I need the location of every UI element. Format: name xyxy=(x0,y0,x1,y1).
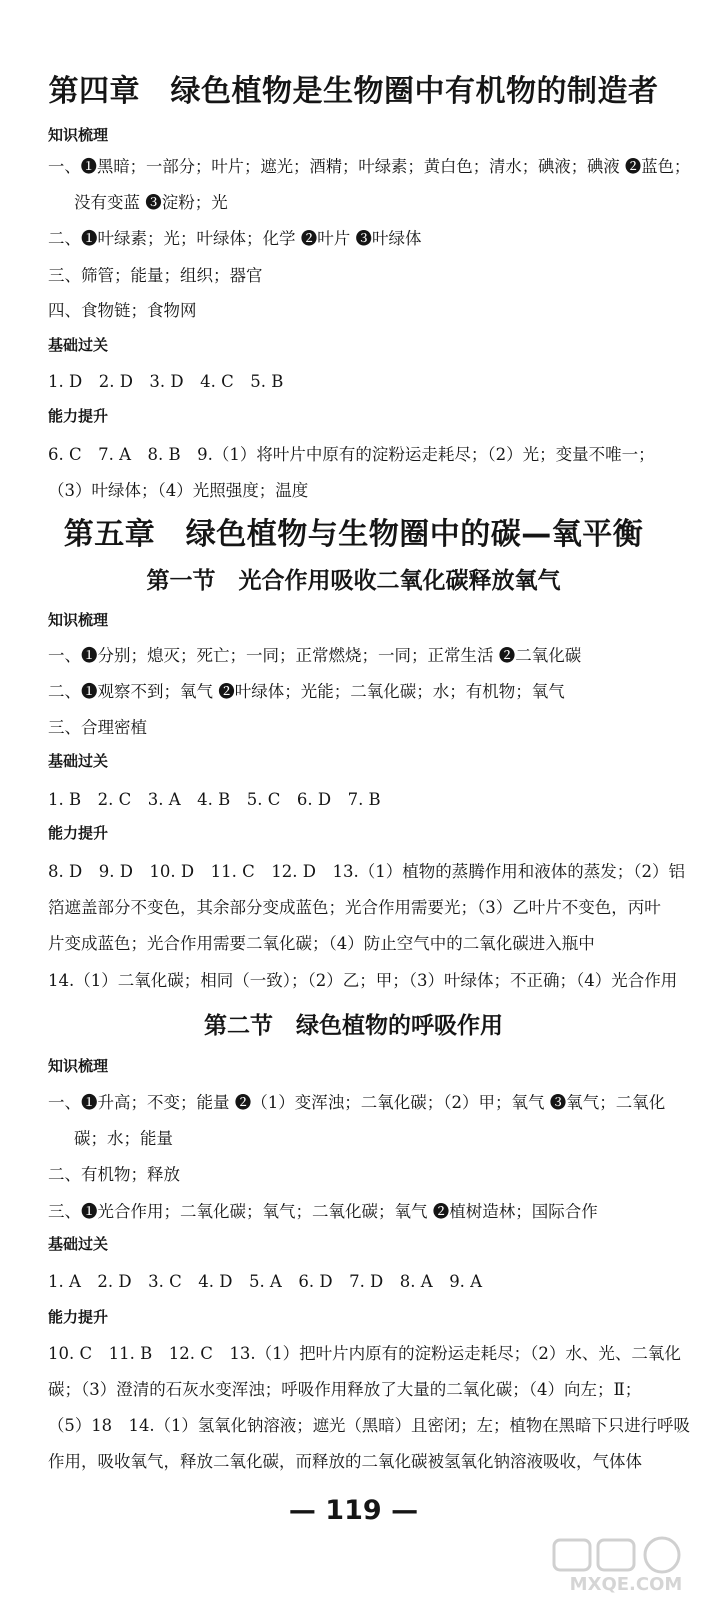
section-label-jichu: 基础过关 xyxy=(48,752,109,770)
answer-line: 三、合理密植 xyxy=(48,718,147,737)
page-number: — 119 — xyxy=(288,1495,419,1526)
answer-line: （5）18 14.（1）氢氧化钠溶液；遮光（黑暗）且密闭；左；植物在黑暗下只进行呼吸 xyxy=(48,1416,690,1435)
answer-line: 箔遮盖部分不变色，其余部分变成蓝色；光合作用需要光；（3）乙叶片不变色，丙叶 xyxy=(48,898,661,917)
section-label-zhishi: 知识梳理 xyxy=(48,1057,109,1075)
answer-line: 二、❶叶绿素；光；叶绿体；化学 ❷叶片 ❸叶绿体 xyxy=(48,229,422,248)
answer-line: 没有变蓝 ❸淀粉；光 xyxy=(74,193,228,212)
chapter-5-title: 第五章 绿色植物与生物圈中的碳—氧平衡 xyxy=(63,517,644,552)
answer-line: 碳；水；能量 xyxy=(74,1129,173,1148)
answer-line: 一、❶升高；不变；能量 ❷（1）变浑浊；二氧化碳；（2）甲；氧气 ❸氧气；二氧化 xyxy=(48,1093,666,1112)
answer-line: 8. D 9. D 10. D 11. C 12. D 13.（1）植物的蒸腾作用和液体的蒸发；（2）铝 xyxy=(48,862,685,881)
section-label-jichu: 基础过关 xyxy=(48,336,109,354)
answer-line: 1. A 2. D 3. C 4. D 5. A 6. D 7. D 8. A 9. A xyxy=(48,1272,483,1291)
answer-line: 三、❶光合作用；二氧化碳；氧气；二氧化碳；氧气 ❷植树造林；国际合作 xyxy=(48,1202,598,1221)
answer-line: （3）叶绿体；（4）光照强度；温度 xyxy=(48,481,309,500)
section-label-nengli: 能力提升 xyxy=(48,407,109,425)
section-label-jichu: 基础过关 xyxy=(48,1235,109,1253)
answer-line: 四、食物链；食物网 xyxy=(48,301,197,320)
answer-line: 10. C 11. B 12. C 13.（1）把叶片内原有的淀粉运走耗尽；（2）水、光、二氧化 xyxy=(48,1344,681,1363)
answer-line: 一、❶分别；熄灭；死亡；一同；正常燃烧；一同；正常生活 ❷二氧化碳 xyxy=(48,646,582,665)
answer-line: 二、❶观察不到；氧气 ❷叶绿体；光能；二氧化碳；水；有机物；氧气 xyxy=(48,682,565,701)
answer-line: 碳；（3）澄清的石灰水变浑浊；呼吸作用释放了大量的二氧化碳；（4）向左；Ⅱ； xyxy=(48,1380,642,1399)
section-label-nengli: 能力提升 xyxy=(48,1308,109,1326)
answer-line: 片变成蓝色；光合作用需要二氧化碳；（4）防止空气中的二氧化碳进入瓶中 xyxy=(48,934,595,953)
answer-line: 一、❶黑暗；一部分；叶片；遮光；酒精；叶绿素；黄白色；清水；碘液；碘液 ❷蓝色； xyxy=(48,157,691,176)
svg-text:MXQE.COM: MXQE.COM xyxy=(569,1574,683,1595)
answer-line: 14.（1）二氧化碳；相同（一致）；（2）乙；甲；（3）叶绿体；不正确；（4）光合作用 xyxy=(48,971,678,990)
section-label-zhishi: 知识梳理 xyxy=(48,126,109,144)
chapter-4-title: 第四章 绿色植物是生物圈中有机物的制造者 xyxy=(48,74,659,109)
watermark-logo-icon xyxy=(550,1534,702,1596)
answer-line: 作用，吸收氧气，释放二氧化碳，而释放的二氧化碳被氢氧化钠溶液吸收，气体体 xyxy=(48,1452,642,1471)
answer-line: 二、有机物；释放 xyxy=(48,1165,180,1184)
section-2-title: 第二节 绿色植物的呼吸作用 xyxy=(204,1013,503,1039)
section-1-title: 第一节 光合作用吸收二氧化碳释放氧气 xyxy=(146,568,561,594)
answer-line: 三、筛管；能量；组织；器官 xyxy=(48,266,263,285)
answer-line: 1. B 2. C 3. A 4. B 5. C 6. D 7. B xyxy=(48,790,381,809)
answer-line: 1. D 2. D 3. D 4. C 5. B xyxy=(48,372,284,391)
section-label-nengli: 能力提升 xyxy=(48,824,109,842)
answer-line: 6. C 7. A 8. B 9.（1）将叶片中原有的淀粉运走耗尽；（2）光；变量不唯一； xyxy=(48,445,655,464)
section-label-zhishi: 知识梳理 xyxy=(48,611,109,629)
